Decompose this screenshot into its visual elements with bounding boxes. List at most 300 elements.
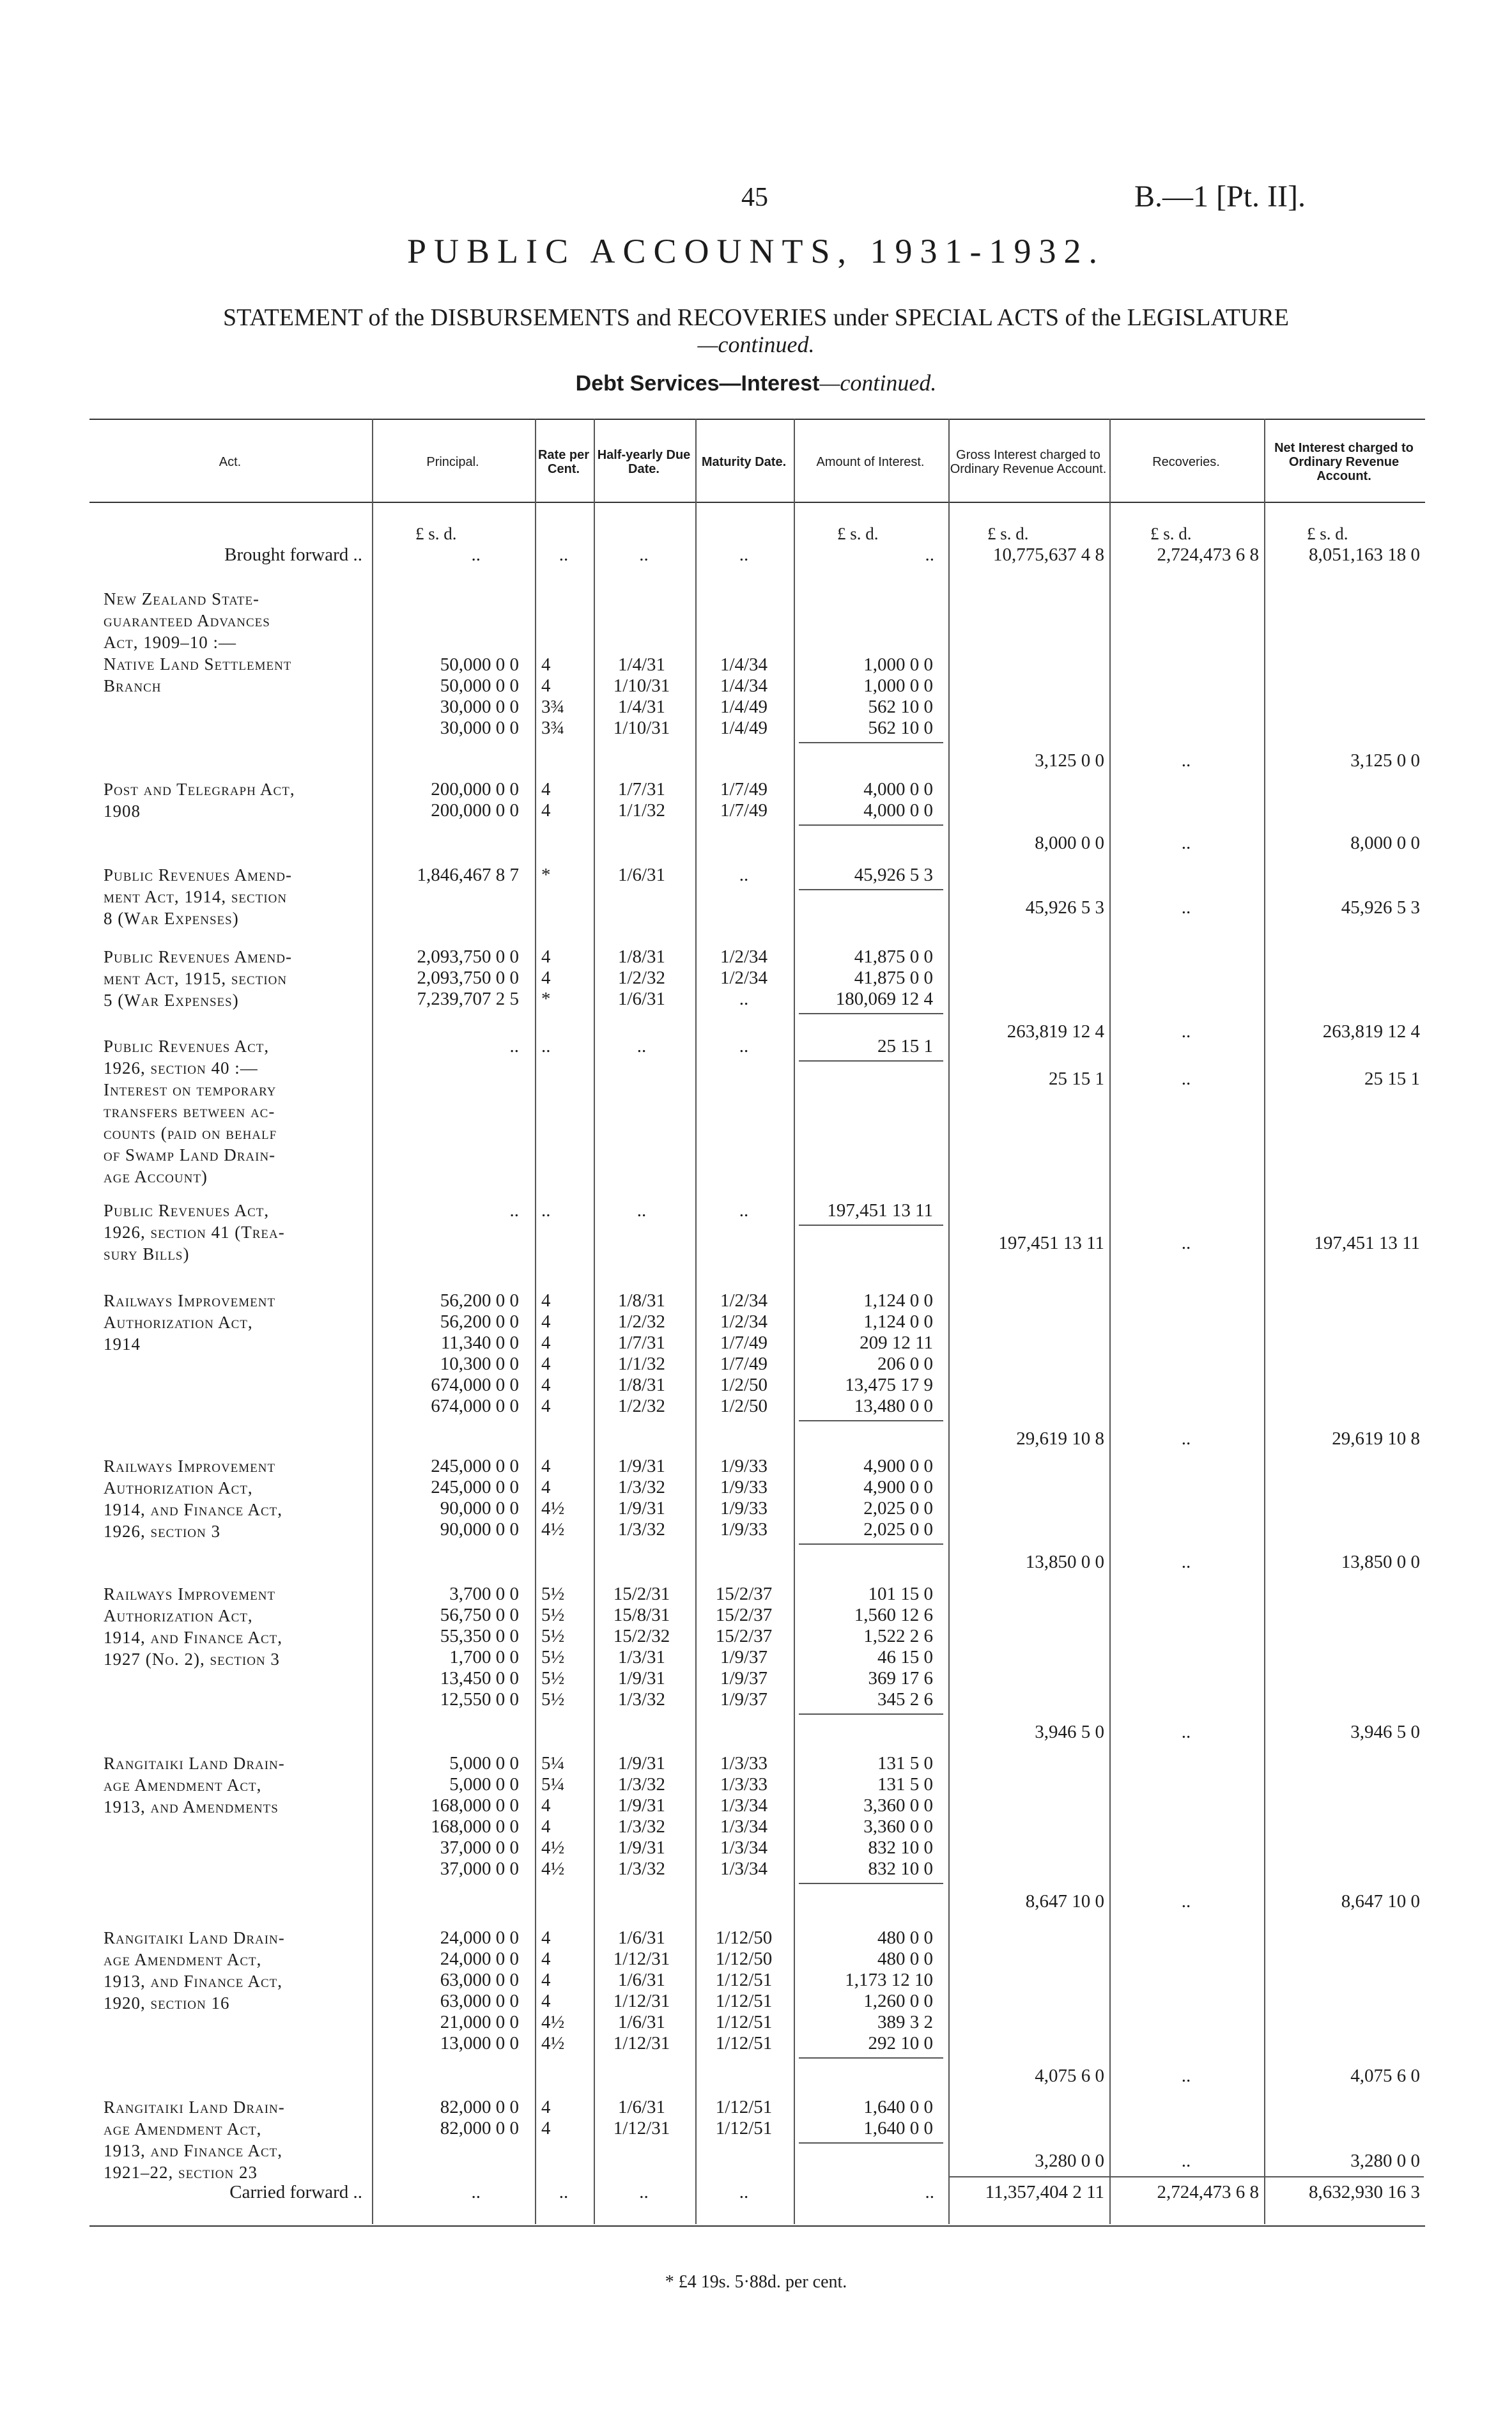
principal-cell: 56,200 0 0 [440, 1311, 519, 1332]
rate-cell: 4 [541, 1795, 551, 1816]
brought-forward-net: 8,051,163 18 0 [1309, 545, 1420, 565]
maturity-cell: 15/2/37 [715, 1605, 773, 1625]
principal-cell: 56,200 0 0 [440, 1290, 519, 1311]
subtotal-rule [799, 1013, 943, 1014]
maturity-cell: 1/7/49 [720, 779, 768, 800]
rate-cell: 4 [541, 2097, 551, 2117]
act-name-line: Native Land Settlement [104, 654, 292, 674]
act-name-line: 8 (War Expenses) [104, 909, 239, 928]
amount-cell: 2,025 0 0 [863, 1519, 933, 1540]
act-name-line: Post and Telegraph Act, [104, 780, 295, 799]
carried-forward-amount: .. [925, 2182, 934, 2202]
col-header-gross: Gross Interest charged to Ordinary Revenue Account. [950, 448, 1107, 476]
amount-cell: 3,360 0 0 [863, 1816, 933, 1837]
amount-cell: 1,560 12 6 [854, 1605, 933, 1625]
rate-cell: 5½ [541, 1689, 565, 1710]
maturity-cell: 1/9/33 [720, 1477, 768, 1497]
principal-cell: 5,000 0 0 [449, 1753, 519, 1774]
amount-cell: 4,900 0 0 [863, 1456, 933, 1476]
gross-cell: 3,946 5 0 [1035, 1722, 1104, 1742]
half-yearly-cell: 1/12/31 [613, 2118, 670, 2138]
amount-cell: 389 3 2 [877, 2012, 933, 2032]
half-yearly-cell: .. [636, 1036, 647, 1056]
carried-forward-half: .. [639, 2182, 649, 2202]
maturity-cell: 1/12/50 [715, 1949, 773, 1969]
rate-cell: 4 [541, 947, 551, 967]
rate-cell: 5¼ [541, 1753, 565, 1774]
principal-cell: 12,550 0 0 [440, 1689, 519, 1710]
unit-gross: £ s. d. [987, 524, 1029, 543]
maturity-cell: 1/12/51 [715, 1970, 773, 1990]
rate-cell: 5½ [541, 1626, 565, 1646]
rate-cell: 4 [541, 779, 551, 800]
subtotal-rule [799, 1713, 943, 1715]
net-cell: 8,647 10 0 [1341, 1891, 1420, 1912]
half-yearly-cell: 1/4/31 [617, 654, 666, 675]
principal-cell: 24,000 0 0 [440, 1928, 519, 1948]
act-name-line: age Amendment Act, [104, 1950, 262, 1969]
rate-cell: .. [541, 1200, 551, 1221]
act-name-line: 1914 [104, 1334, 141, 1354]
act-name [104, 1035, 362, 1187]
recoveries-cell: .. [1181, 1069, 1191, 1089]
principal-cell: 90,000 0 0 [440, 1498, 519, 1519]
amount-cell: 197,451 13 11 [827, 1200, 933, 1221]
principal-cell: 245,000 0 0 [431, 1477, 519, 1497]
act-name-line: Rangitaiki Land Drain- [104, 1928, 285, 1947]
act-name-line: Interest on temporary [104, 1080, 277, 1099]
column-rule [535, 419, 536, 2224]
principal-cell: 200,000 0 0 [431, 800, 519, 821]
net-cell: 13,850 0 0 [1341, 1552, 1420, 1572]
gross-cell: 197,451 13 11 [998, 1233, 1104, 1253]
amount-cell: 1,124 0 0 [863, 1311, 933, 1332]
col-header-rate: Rate per Cent. [537, 448, 590, 476]
maturity-cell: 1/12/51 [715, 2012, 773, 2032]
half-yearly-cell: 1/1/32 [617, 1354, 666, 1374]
amount-cell: 3,360 0 0 [863, 1795, 933, 1816]
amount-cell: 209 12 11 [860, 1333, 933, 1353]
subtotal-rule [799, 1225, 943, 1226]
gross-cell: 263,819 12 4 [1007, 1021, 1104, 1042]
amount-cell: 4,900 0 0 [863, 1477, 933, 1497]
act-name [104, 1455, 362, 1542]
principal-cell: 82,000 0 0 [440, 2097, 519, 2117]
carried-forward-recoveries: 2,724,473 6 8 [1157, 2182, 1259, 2202]
act-name-line: 1920, section 16 [104, 1993, 230, 2013]
half-yearly-cell: 1/6/31 [617, 2097, 666, 2117]
principal-cell: 56,750 0 0 [440, 1605, 519, 1625]
principal-cell: 21,000 0 0 [440, 2012, 519, 2032]
brought-forward-recoveries: 2,724,473 6 8 [1157, 545, 1259, 565]
half-yearly-cell: 1/1/32 [617, 800, 666, 821]
maturity-cell: 1/3/34 [720, 1859, 768, 1879]
amount-cell: 480 0 0 [877, 1928, 933, 1948]
half-yearly-cell: 1/2/32 [617, 1311, 666, 1332]
principal-cell: 13,000 0 0 [440, 2033, 519, 2053]
net-cell: 3,280 0 0 [1350, 2151, 1420, 2171]
act-name-line: 1913, and Finance Act, [104, 2141, 282, 2160]
recoveries-cell: .. [1181, 1428, 1191, 1449]
principal-cell: 30,000 0 0 [440, 697, 519, 717]
rate-cell: 4½ [541, 1859, 565, 1879]
rate-cell: 5½ [541, 1605, 565, 1625]
rate-cell: 4 [541, 1375, 551, 1395]
carried-forward-rate: .. [559, 2182, 569, 2202]
half-yearly-cell: 1/8/31 [617, 947, 666, 967]
maturity-cell: 1/9/33 [720, 1456, 768, 1476]
amount-cell: 13,475 17 9 [845, 1375, 933, 1395]
maturity-cell: 1/7/49 [720, 1333, 768, 1353]
amount-cell: 180,069 12 4 [835, 989, 933, 1009]
col-header-maturity: Maturity Date. [701, 455, 787, 469]
footnote: * £4 19s. 5·88d. per cent. [665, 2272, 847, 2292]
net-cell: 263,819 12 4 [1322, 1021, 1420, 1042]
half-yearly-cell: 1/2/32 [617, 1396, 666, 1416]
rate-cell: 4 [541, 1396, 551, 1416]
act-name-line: Railways Improvement [104, 1584, 276, 1604]
principal-cell: 50,000 0 0 [440, 654, 519, 675]
col-header-half-yearly: Half-yearly Due Date. [597, 448, 691, 476]
rate-cell: 4 [541, 800, 551, 821]
rate-cell: 4 [541, 1816, 551, 1837]
brought-forward-rate: .. [559, 545, 569, 565]
statement-title: STATEMENT of the DISBURSEMENTS and RECOVERIES under SPECIAL ACTS of the LEGISLATURE [223, 304, 1289, 331]
act-name-line: Branch [104, 676, 162, 695]
amount-cell: 562 10 0 [868, 718, 933, 738]
act-name-line: Public Revenues Act, [104, 1201, 270, 1220]
maturity-cell: 1/3/33 [720, 1774, 768, 1795]
subtotal-rule [799, 824, 943, 826]
rate-cell: 4½ [541, 1498, 565, 1519]
gross-cell: 4,075 6 0 [1035, 2066, 1104, 2086]
amount-cell: 4,000 0 0 [863, 800, 933, 821]
subtotal-rule [799, 889, 943, 890]
half-yearly-cell: 1/3/32 [617, 1816, 666, 1837]
half-yearly-cell: 1/12/31 [613, 2033, 670, 2053]
act-name-line: Authorization Act, [104, 1606, 253, 1625]
half-yearly-cell: 1/7/31 [617, 1333, 666, 1353]
carried-forward-label: Carried forward .. [229, 2182, 362, 2202]
act-name-line: 1913, and Amendments [104, 1797, 279, 1816]
maturity-cell: 1/4/49 [720, 697, 768, 717]
recoveries-cell: .. [1181, 750, 1191, 771]
act-name-line: guaranteed Advances [104, 611, 270, 630]
principal-cell: 5,000 0 0 [449, 1774, 519, 1795]
maturity-cell: 15/2/37 [715, 1626, 773, 1646]
unit-net: £ s. d. [1307, 524, 1348, 543]
section-heading-bold: Debt Services—Interest [575, 371, 820, 396]
carried-forward-maturity: .. [739, 2182, 749, 2202]
principal-cell: 2,093,750 0 0 [417, 947, 519, 967]
subtotal-rule [799, 1060, 943, 1062]
principal-cell: 245,000 0 0 [431, 1456, 519, 1476]
act-name-line: 1926, section 41 (Trea- [104, 1223, 285, 1242]
act-name-line: Authorization Act, [104, 1478, 253, 1497]
amount-cell: 25 15 1 [877, 1036, 933, 1056]
half-yearly-cell: 1/3/32 [617, 1774, 666, 1795]
act-name-line: 1926, section 40 :— [104, 1058, 258, 1078]
brought-forward-maturity: .. [739, 545, 749, 565]
column-rule [1109, 419, 1111, 2224]
col-header-act: Act. [219, 455, 242, 469]
principal-cell: 3,700 0 0 [449, 1584, 519, 1604]
maturity-cell: 1/2/34 [720, 947, 768, 967]
act-name-line: 1908 [104, 801, 141, 821]
unit-recoveries: £ s. d. [1150, 524, 1192, 543]
rate-cell: 5½ [541, 1647, 565, 1667]
maturity-cell: 1/9/37 [720, 1647, 768, 1667]
gross-cell: 8,000 0 0 [1035, 833, 1104, 853]
rate-cell: 5½ [541, 1668, 565, 1689]
act-name-line: Authorization Act, [104, 1313, 253, 1332]
act-name-line: Railways Improvement [104, 1291, 276, 1310]
maturity-cell: 1/12/51 [715, 1991, 773, 2011]
amount-cell: 1,124 0 0 [863, 1290, 933, 1311]
act-name [104, 946, 362, 1011]
page-number: 45 [741, 183, 768, 212]
rate-cell: 4 [541, 1928, 551, 1948]
amount-cell: 1,000 0 0 [863, 676, 933, 696]
gross-cell: 29,619 10 8 [1016, 1428, 1104, 1449]
col-header-net: Net Interest charged to Ordinary Revenue Account. [1274, 441, 1414, 483]
half-yearly-cell: 1/9/31 [617, 1668, 666, 1689]
rate-cell: .. [541, 1036, 551, 1056]
col-header-amount: Amount of Interest. [816, 455, 925, 469]
half-yearly-cell: .. [636, 1200, 647, 1221]
gross-cell: 3,125 0 0 [1035, 750, 1104, 771]
half-yearly-cell: 1/6/31 [617, 1928, 666, 1948]
maturity-cell: 1/7/49 [720, 800, 768, 821]
amount-cell: 1,260 0 0 [863, 1991, 933, 2011]
amount-cell: 1,000 0 0 [863, 654, 933, 675]
half-yearly-cell: 1/3/32 [617, 1689, 666, 1710]
principal-cell: 24,000 0 0 [440, 1949, 519, 1969]
page-reference: B.—1 [Pt. II]. [1134, 180, 1306, 213]
rate-cell: 3¾ [541, 697, 565, 717]
maturity-cell: 1/9/37 [720, 1668, 768, 1689]
rate-cell: 4½ [541, 1837, 565, 1858]
maturity-cell: 1/2/34 [720, 1290, 768, 1311]
half-yearly-cell: 1/10/31 [613, 676, 670, 696]
principal-cell: 50,000 0 0 [440, 676, 519, 696]
half-yearly-cell: 1/9/31 [617, 1837, 666, 1858]
rate-cell: 4 [541, 1456, 551, 1476]
rate-cell: 4½ [541, 1519, 565, 1540]
maturity-cell: 1/9/33 [720, 1498, 768, 1519]
amount-cell: 1,173 12 10 [845, 1970, 933, 1990]
principal-cell: 674,000 0 0 [431, 1375, 519, 1395]
recoveries-cell: .. [1181, 2066, 1191, 2086]
maturity-cell: .. [739, 1036, 749, 1056]
maturity-cell: 1/4/34 [720, 676, 768, 696]
amount-cell: 206 0 0 [877, 1354, 933, 1374]
col-header-principal: Principal. [426, 455, 479, 469]
net-cell: 197,451 13 11 [1314, 1233, 1420, 1253]
maturity-cell: 1/12/51 [715, 2097, 773, 2117]
act-name-line: Public Revenues Act, [104, 1037, 270, 1056]
act-name-line: Rangitaiki Land Drain- [104, 1754, 285, 1773]
maturity-cell: 1/12/50 [715, 1928, 773, 1948]
statement-continued: —continued. [697, 332, 815, 357]
half-yearly-cell: 1/3/31 [617, 1647, 666, 1667]
amount-cell: 131 5 0 [877, 1753, 933, 1774]
amount-cell: 131 5 0 [877, 1774, 933, 1795]
act-name [104, 1752, 362, 1818]
header-rule [89, 502, 1425, 503]
maturity-cell: 1/2/50 [720, 1375, 768, 1395]
rate-cell: 4 [541, 654, 551, 675]
act-name-line: sury Bills) [104, 1244, 190, 1264]
maturity-cell: .. [739, 1200, 749, 1221]
rate-cell: * [541, 989, 551, 1009]
act-name-line: Public Revenues Amend- [104, 947, 293, 966]
principal-cell: 82,000 0 0 [440, 2118, 519, 2138]
principal-cell: 168,000 0 0 [431, 1795, 519, 1816]
net-cell: 8,000 0 0 [1350, 833, 1420, 853]
rate-cell: 4 [541, 1477, 551, 1497]
rate-cell: 4½ [541, 2012, 565, 2032]
rate-cell: 4 [541, 1970, 551, 1990]
brought-forward-amount: .. [925, 545, 934, 565]
amount-cell: 562 10 0 [868, 697, 933, 717]
maturity-cell: 1/3/34 [720, 1816, 768, 1837]
amount-cell: 1,640 0 0 [863, 2118, 933, 2138]
rate-cell: * [541, 865, 551, 885]
subtotal-rule [799, 1420, 943, 1421]
act-name-line: counts (paid on behalf [104, 1124, 277, 1143]
act-name-line: of Swamp Land Drain- [104, 1145, 276, 1164]
principal-cell: 55,350 0 0 [440, 1626, 519, 1646]
principal-cell: 7,239,707 2 5 [417, 989, 519, 1009]
act-name-line: Public Revenues Amend- [104, 865, 293, 885]
half-yearly-cell: 1/9/31 [617, 1795, 666, 1816]
act-name-line: Act, 1909–10 :— [104, 633, 237, 652]
maturity-cell: 1/2/34 [720, 1311, 768, 1332]
maturity-cell: 1/12/51 [715, 2033, 773, 2053]
half-yearly-cell: 1/4/31 [617, 697, 666, 717]
rate-cell: 4 [541, 968, 551, 988]
carried-forward-rule [948, 2176, 1424, 2177]
half-yearly-cell: 1/6/31 [617, 1970, 666, 1990]
rate-cell: 4 [541, 1333, 551, 1353]
subtotal-rule [799, 2142, 943, 2144]
act-name-line: transfers between ac- [104, 1102, 275, 1121]
rate-cell: 4 [541, 1311, 551, 1332]
amount-cell: 832 10 0 [868, 1859, 933, 1879]
principal-cell: 674,000 0 0 [431, 1396, 519, 1416]
act-name-line: ment Act, 1915, section [104, 969, 288, 988]
brought-forward-principal: .. [471, 545, 481, 565]
recoveries-cell: .. [1181, 1722, 1191, 1742]
half-yearly-cell: 1/10/31 [613, 718, 670, 738]
subtotal-rule [799, 1883, 943, 1884]
maturity-cell: 1/4/49 [720, 718, 768, 738]
principal-cell: 30,000 0 0 [440, 718, 519, 738]
subtotal-rule [799, 742, 943, 743]
maturity-cell: 1/9/33 [720, 1519, 768, 1540]
amount-cell: 369 17 6 [868, 1668, 933, 1689]
act-name-line: Rangitaiki Land Drain- [104, 2098, 285, 2117]
act-name-line: Railways Improvement [104, 1457, 276, 1476]
principal-cell: 1,846,467 8 7 [417, 865, 519, 885]
net-cell: 45,926 5 3 [1341, 897, 1420, 918]
amount-cell: 345 2 6 [877, 1689, 933, 1710]
maturity-cell: 1/3/33 [720, 1753, 768, 1774]
principal-cell: 13,450 0 0 [440, 1668, 519, 1689]
recoveries-cell: .. [1181, 1021, 1191, 1042]
maturity-cell: 1/9/37 [720, 1689, 768, 1710]
net-cell: 25 15 1 [1364, 1069, 1420, 1089]
gross-cell: 25 15 1 [1049, 1069, 1104, 1089]
rate-cell: 4 [541, 676, 551, 696]
gross-cell: 8,647 10 0 [1025, 1891, 1104, 1912]
act-name [104, 1927, 362, 2014]
principal-cell: 168,000 0 0 [431, 1816, 519, 1837]
net-cell: 4,075 6 0 [1350, 2066, 1420, 2086]
amount-cell: 292 10 0 [868, 2033, 933, 2053]
brought-forward-label: Brought forward .. [224, 545, 362, 565]
amount-cell: 2,025 0 0 [863, 1498, 933, 1519]
act-name-line: 1927 (No. 2), section 3 [104, 1650, 280, 1669]
act-name [104, 864, 362, 929]
unit-amount: £ s. d. [837, 524, 879, 543]
act-name-line: New Zealand State- [104, 589, 260, 608]
recoveries-cell: .. [1181, 1552, 1191, 1572]
act-name-line: age Account) [104, 1167, 208, 1186]
principal-cell: 11,340 0 0 [440, 1333, 519, 1353]
act-name-line: 1921–22, section 23 [104, 2163, 258, 2182]
act-name-line: 1914, and Finance Act, [104, 1628, 282, 1647]
net-cell: 29,619 10 8 [1332, 1428, 1420, 1449]
gross-cell: 13,850 0 0 [1025, 1552, 1104, 1572]
maturity-cell: 1/4/34 [720, 654, 768, 675]
act-name-line: ment Act, 1914, section [104, 887, 288, 906]
principal-cell: 10,300 0 0 [440, 1354, 519, 1374]
act-name-line: age Amendment Act, [104, 1775, 262, 1795]
subtotal-rule [799, 2057, 943, 2059]
recoveries-cell: .. [1181, 2151, 1191, 2171]
half-yearly-cell: 1/8/31 [617, 1290, 666, 1311]
amount-cell: 41,875 0 0 [854, 968, 933, 988]
rate-cell: 4 [541, 2118, 551, 2138]
maturity-cell: .. [739, 865, 749, 885]
section-heading [0, 369, 1512, 396]
principal-cell: 2,093,750 0 0 [417, 968, 519, 988]
half-yearly-cell: 1/12/31 [613, 1991, 670, 2011]
brought-forward-half: .. [639, 545, 649, 565]
principal-cell: 63,000 0 0 [440, 1991, 519, 2011]
carried-forward-net: 8,632,930 16 3 [1309, 2182, 1420, 2202]
column-rule [948, 419, 950, 2224]
amount-cell: 4,000 0 0 [863, 779, 933, 800]
maturity-cell: 1/7/49 [720, 1354, 768, 1374]
carried-forward-principal: .. [471, 2182, 481, 2202]
principal-cell: 63,000 0 0 [440, 1970, 519, 1990]
recoveries-cell: .. [1181, 1891, 1191, 1912]
act-name [104, 588, 362, 697]
column-rule [1264, 419, 1265, 2224]
act-name [104, 2096, 362, 2183]
maturity-cell: 1/12/51 [715, 2118, 773, 2138]
amount-cell: 480 0 0 [877, 1949, 933, 1969]
act-name [104, 1583, 362, 1670]
rate-cell: 4 [541, 1290, 551, 1311]
amount-cell: 46 15 0 [877, 1647, 933, 1667]
maturity-cell: 1/3/34 [720, 1837, 768, 1858]
maturity-cell: .. [739, 989, 749, 1009]
col-header-recoveries: Recoveries. [1152, 455, 1220, 469]
